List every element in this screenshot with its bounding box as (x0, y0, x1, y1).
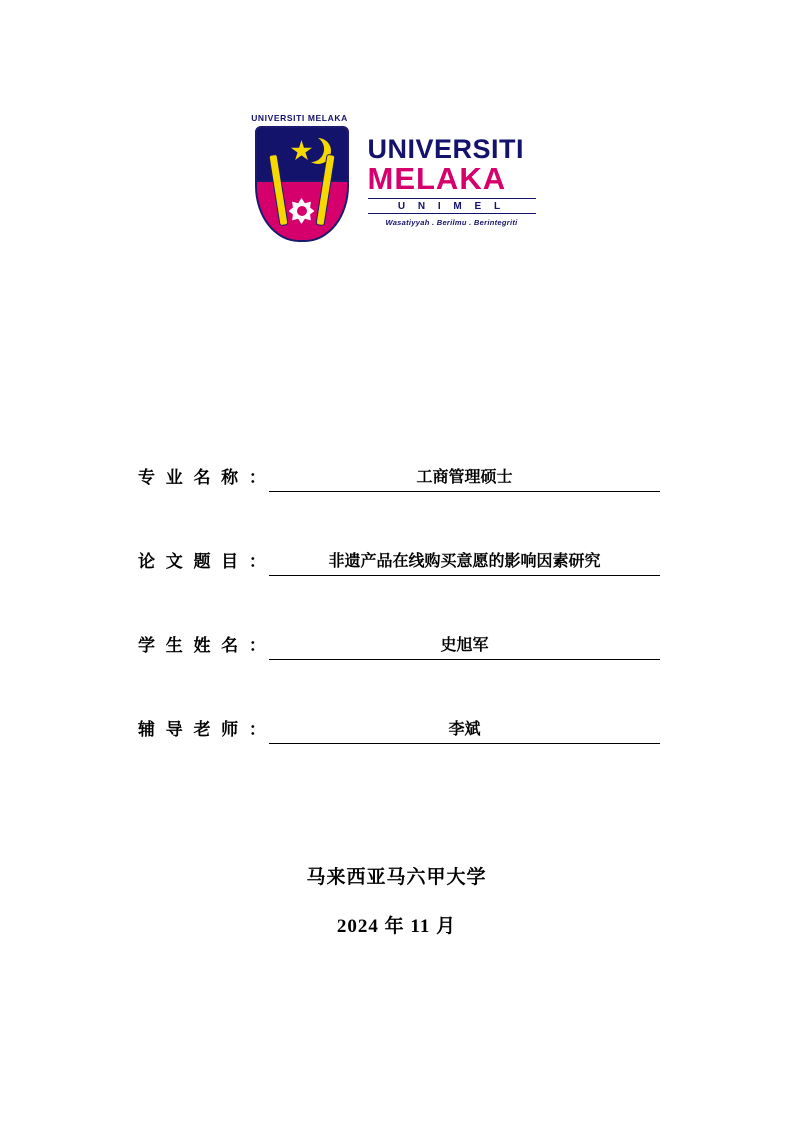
field-value-supervisor: 李斌 (448, 721, 481, 738)
field-value-major: 工商管理硕士 (416, 469, 513, 486)
field-label-thesis-title: 论 文 题 目 ： (138, 552, 269, 571)
crest-shield-shape (255, 126, 349, 242)
field-value-student-name: 史旭军 (440, 637, 489, 654)
wordmark-melaka: MELAKA (367, 161, 507, 197)
keris-right-icon (315, 154, 335, 227)
field-value-major-wrap (269, 463, 660, 492)
crest-banner-text: UNIVERSITI MELAKA (251, 113, 348, 123)
logo-inner (246, 108, 548, 243)
field-row-student-name (138, 630, 660, 660)
field-value-supervisor-wrap (269, 715, 660, 744)
field-value-thesis-title-wrap (269, 547, 660, 576)
wordmark-motto: Wasatiyyah . Berilmu . Berintegriti (385, 217, 518, 227)
footer-date: 2024 年 11 月 (336, 916, 457, 937)
crest-emblem-icon (289, 198, 315, 224)
field-label-supervisor: 辅 导 老 师 ： (138, 720, 269, 739)
cover-footer (0, 862, 793, 938)
cover-fields (138, 462, 660, 798)
footer-university-name: 马来西亚马六甲大学 (306, 867, 487, 888)
field-row-thesis-title (138, 546, 660, 576)
field-label-student-name: 学 生 姓 名 ： (138, 636, 269, 655)
field-value-student-name-wrap (269, 631, 660, 660)
keris-left-icon (268, 154, 288, 227)
logo-wordmark (368, 124, 548, 227)
field-row-supervisor (138, 714, 660, 744)
university-crest-icon (246, 108, 354, 243)
wordmark-universiti: UNIVERSITI (367, 134, 525, 165)
field-value-thesis-title: 非遗产品在线购买意愿的影响因素研究 (328, 553, 601, 570)
field-row-major (138, 462, 660, 492)
field-label-major: 专 业 名 称 ： (138, 468, 269, 487)
university-logo (0, 108, 793, 243)
wordmark-unimel: U N I M E L (368, 198, 536, 214)
